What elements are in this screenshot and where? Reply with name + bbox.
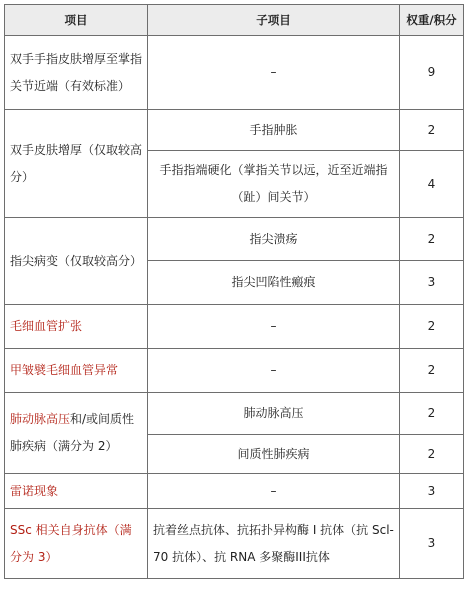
table-row bbox=[5, 305, 464, 349]
row6-item-highlight: 肺动脉高压 bbox=[10, 412, 71, 426]
row7-sub: – bbox=[148, 474, 400, 509]
row5-sub: – bbox=[148, 349, 400, 393]
table-row bbox=[5, 349, 464, 393]
header-row bbox=[5, 5, 464, 36]
header-weight: 权重/积分 bbox=[400, 5, 464, 36]
row7-weight: 3 bbox=[400, 474, 464, 509]
row5-weight: 2 bbox=[400, 349, 464, 393]
row2-item: 双手皮肤增厚（仅取较高分） bbox=[5, 110, 148, 218]
row4-weight: 2 bbox=[400, 305, 464, 349]
row8-weight: 3 bbox=[400, 509, 464, 579]
row6-sub-a: 肺动脉高压 bbox=[148, 393, 400, 435]
row1-item: 双手手指皮肤增厚至掌指关节近端（有效标准） bbox=[5, 36, 148, 110]
row3-weight-b: 3 bbox=[400, 261, 464, 305]
header-item: 项目 bbox=[5, 5, 148, 36]
row3-weight-a: 2 bbox=[400, 218, 464, 261]
row8-item: SSc 相关自身抗体（满分为 3） bbox=[5, 509, 148, 579]
criteria-table bbox=[4, 4, 464, 579]
row6-sub-b: 间质性肺疾病 bbox=[148, 435, 400, 474]
row2-weight-b: 4 bbox=[400, 151, 464, 218]
row2-sub-b: 手指指端硬化（掌指关节以远，近至近端指（趾）间关节） bbox=[148, 151, 400, 218]
table-row bbox=[5, 36, 464, 110]
row6-weight-a: 2 bbox=[400, 393, 464, 435]
row1-sub: – bbox=[148, 36, 400, 110]
row4-item: 毛细血管扩张 bbox=[5, 305, 148, 349]
row8-sub: 抗着丝点抗体、抗拓扑异构酶 I 抗体（抗 Scl-70 抗体）、抗 RNA 多聚酶III抗体 bbox=[148, 509, 400, 579]
table-row bbox=[5, 509, 464, 579]
row6-item bbox=[5, 393, 148, 474]
row6-item-rest: 和/或间质性肺疾病（满分为 2） bbox=[10, 412, 135, 453]
row1-weight: 9 bbox=[400, 36, 464, 110]
row7-item: 雷诺现象 bbox=[5, 474, 148, 509]
row2-sub-a: 手指肿胀 bbox=[148, 110, 400, 151]
header-subitem: 子项目 bbox=[148, 5, 400, 36]
row4-sub: – bbox=[148, 305, 400, 349]
table-row bbox=[5, 474, 464, 509]
row2-weight-a: 2 bbox=[400, 110, 464, 151]
row3-sub-a: 指尖溃疡 bbox=[148, 218, 400, 261]
table-row bbox=[5, 110, 464, 151]
row3-sub-b: 指尖凹陷性瘢痕 bbox=[148, 261, 400, 305]
row3-item: 指尖病变（仅取较高分） bbox=[5, 218, 148, 305]
row5-item: 甲皱襞毛细血管异常 bbox=[5, 349, 148, 393]
table-row bbox=[5, 218, 464, 261]
table-row bbox=[5, 393, 464, 435]
row6-weight-b: 2 bbox=[400, 435, 464, 474]
